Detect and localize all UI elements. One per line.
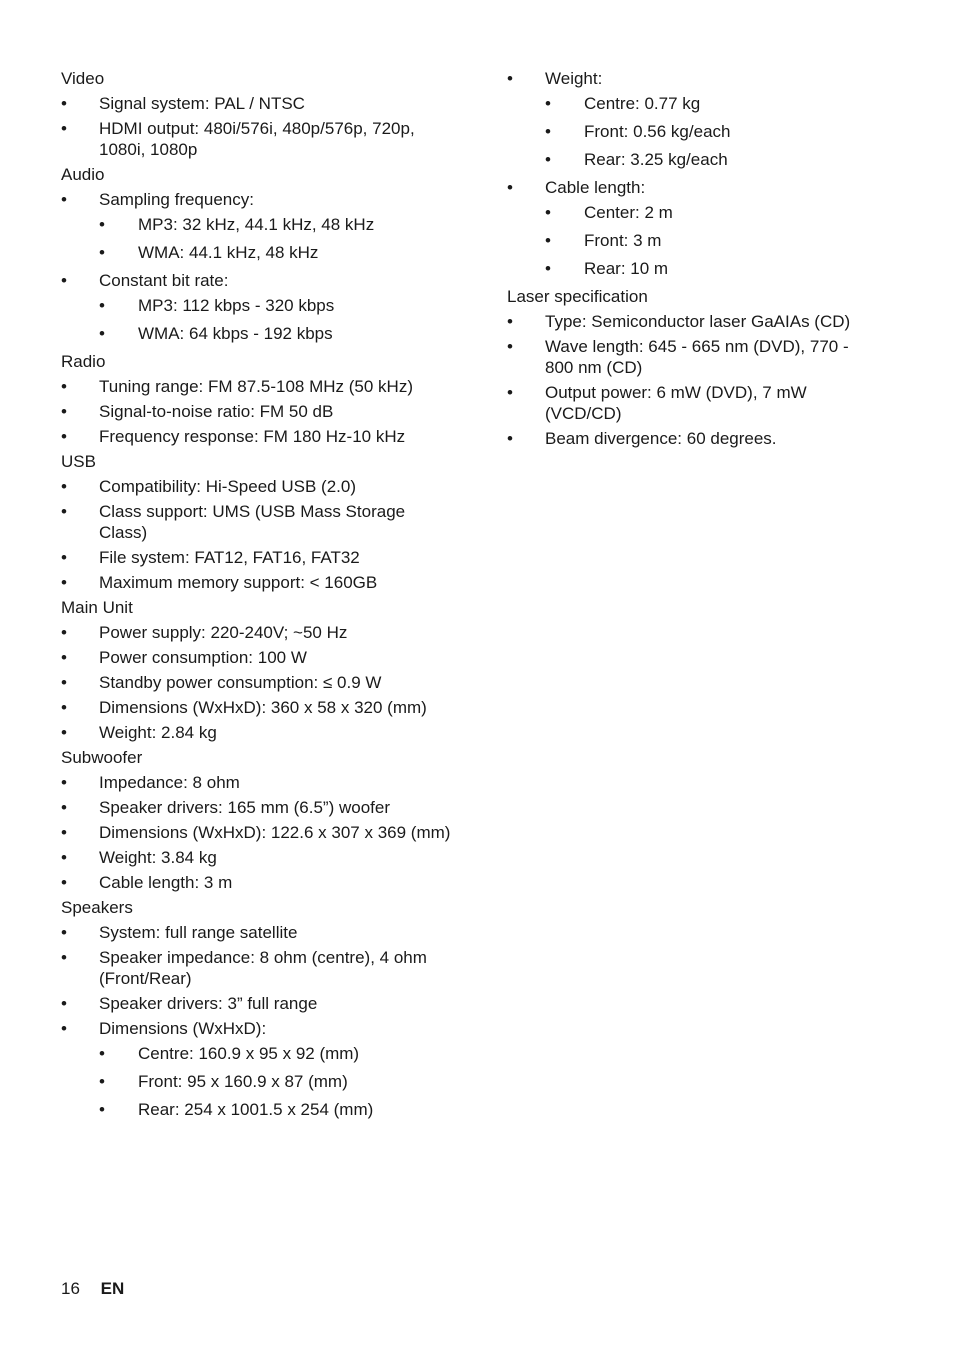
list-item: • Signal-to-noise ratio: FM 50 dB (61, 401, 451, 422)
speakers-list (61, 922, 451, 1120)
section-title-speakers: Speakers (61, 898, 133, 917)
bitrate-label: Constant bit rate: (99, 271, 229, 290)
section-title-laser: Laser specification (507, 287, 648, 306)
section-title-main-unit: Main Unit (61, 598, 133, 617)
video-list (61, 93, 451, 160)
list-item (507, 68, 877, 170)
dimensions-sublist (99, 1043, 451, 1120)
list-item: • Maximum memory support: < 160GB (61, 572, 451, 593)
list-item (61, 189, 451, 263)
sub-list-item: • Centre: 160.9 x 95 x 92 (mm) (99, 1043, 451, 1064)
sub-list-item: • WMA: 64 kbps - 192 kbps (99, 323, 451, 344)
list-item: • Wave length: 645 - 665 nm (DVD), 770 - 800 nm (CD) (507, 336, 877, 378)
list-item: • Signal system: PAL / NTSC (61, 93, 451, 114)
list-item: • Tuning range: FM 87.5-108 MHz (50 kHz) (61, 376, 451, 397)
right-column (507, 68, 877, 453)
main-unit-list (61, 622, 451, 743)
laser-list (507, 311, 877, 449)
subwoofer-list (61, 772, 451, 893)
sub-list-item: • Center: 2 m (545, 202, 877, 223)
weight-sublist (545, 93, 877, 170)
bitrate-sublist (99, 295, 451, 344)
sub-list-item: • Front: 95 x 160.9 x 87 (mm) (99, 1071, 451, 1092)
list-item: • Speaker drivers: 3” full range (61, 993, 451, 1014)
section-title-subwoofer: Subwoofer (61, 748, 143, 767)
language-code: EN (100, 1279, 125, 1298)
weight-label: Weight: (545, 69, 603, 88)
list-item: • Weight: 3.84 kg (61, 847, 451, 868)
sub-list-item: • WMA: 44.1 kHz, 48 kHz (99, 242, 451, 263)
sub-list-item: • MP3: 32 kHz, 44.1 kHz, 48 kHz (99, 214, 451, 235)
sub-list-item: • Rear: 3.25 kg/each (545, 149, 877, 170)
list-item: • Dimensions (WxHxD): 122.6 x 307 x 369 (mm) (61, 822, 451, 843)
left-column (61, 68, 451, 1127)
list-item: • Cable length: 3 m (61, 872, 451, 893)
sub-list-item: • Rear: 10 m (545, 258, 877, 279)
list-item: • System: full range satellite (61, 922, 451, 943)
list-item: • Class support: UMS (USB Mass Storage Class) (61, 501, 451, 543)
sub-list-item: • Centre: 0.77 kg (545, 93, 877, 114)
list-item: • Beam divergence: 60 degrees. (507, 428, 877, 449)
cable-sublist (545, 202, 877, 279)
section-title-video: Video (61, 69, 105, 88)
section-title-radio: Radio (61, 352, 106, 371)
list-item: • File system: FAT12, FAT16, FAT32 (61, 547, 451, 568)
usb-list (61, 476, 451, 593)
list-item: • Compatibility: Hi-Speed USB (2.0) (61, 476, 451, 497)
radio-list (61, 376, 451, 447)
list-item: • Weight: 2.84 kg (61, 722, 451, 743)
sampling-label: Sampling frequency: (99, 190, 254, 209)
list-item: • Output power: 6 mW (DVD), 7 mW (VCD/CD) (507, 382, 877, 424)
page-footer (61, 1278, 124, 1299)
list-item: • Type: Semiconductor laser GaAIAs (CD) (507, 311, 877, 332)
list-item: • Speaker impedance: 8 ohm (centre), 4 ohm (Front/Rear) (61, 947, 451, 989)
audio-list (61, 189, 451, 344)
list-item (61, 1018, 451, 1120)
list-item: • Power supply: 220-240V; ~50 Hz (61, 622, 451, 643)
sub-list-item: • Front: 3 m (545, 230, 877, 251)
list-item (61, 270, 451, 344)
dimensions-label: Dimensions (WxHxD): (99, 1019, 267, 1038)
list-item: • HDMI output: 480i/576i, 480p/576p, 720p, 1080i, 1080p (61, 118, 451, 160)
sub-list-item: • MP3: 112 kbps - 320 kbps (99, 295, 451, 316)
page-number: 16 (61, 1279, 80, 1298)
sub-list-item: • Rear: 254 x 1001.5 x 254 (mm) (99, 1099, 451, 1120)
cable-label: Cable length: (545, 178, 646, 197)
list-item: • Dimensions (WxHxD): 360 x 58 x 320 (mm) (61, 697, 451, 718)
list-item: • Speaker drivers: 165 mm (6.5”) woofer (61, 797, 451, 818)
speakers-continued-list (507, 68, 877, 279)
list-item (507, 177, 877, 279)
sub-list-item: • Front: 0.56 kg/each (545, 121, 877, 142)
section-title-usb: USB (61, 452, 96, 471)
list-item: • Frequency response: FM 180 Hz-10 kHz (61, 426, 451, 447)
list-item: • Power consumption: 100 W (61, 647, 451, 668)
section-title-audio: Audio (61, 165, 105, 184)
sampling-sublist (99, 214, 451, 263)
list-item: • Standby power consumption: ≤ 0.9 W (61, 672, 451, 693)
list-item: • Impedance: 8 ohm (61, 772, 451, 793)
